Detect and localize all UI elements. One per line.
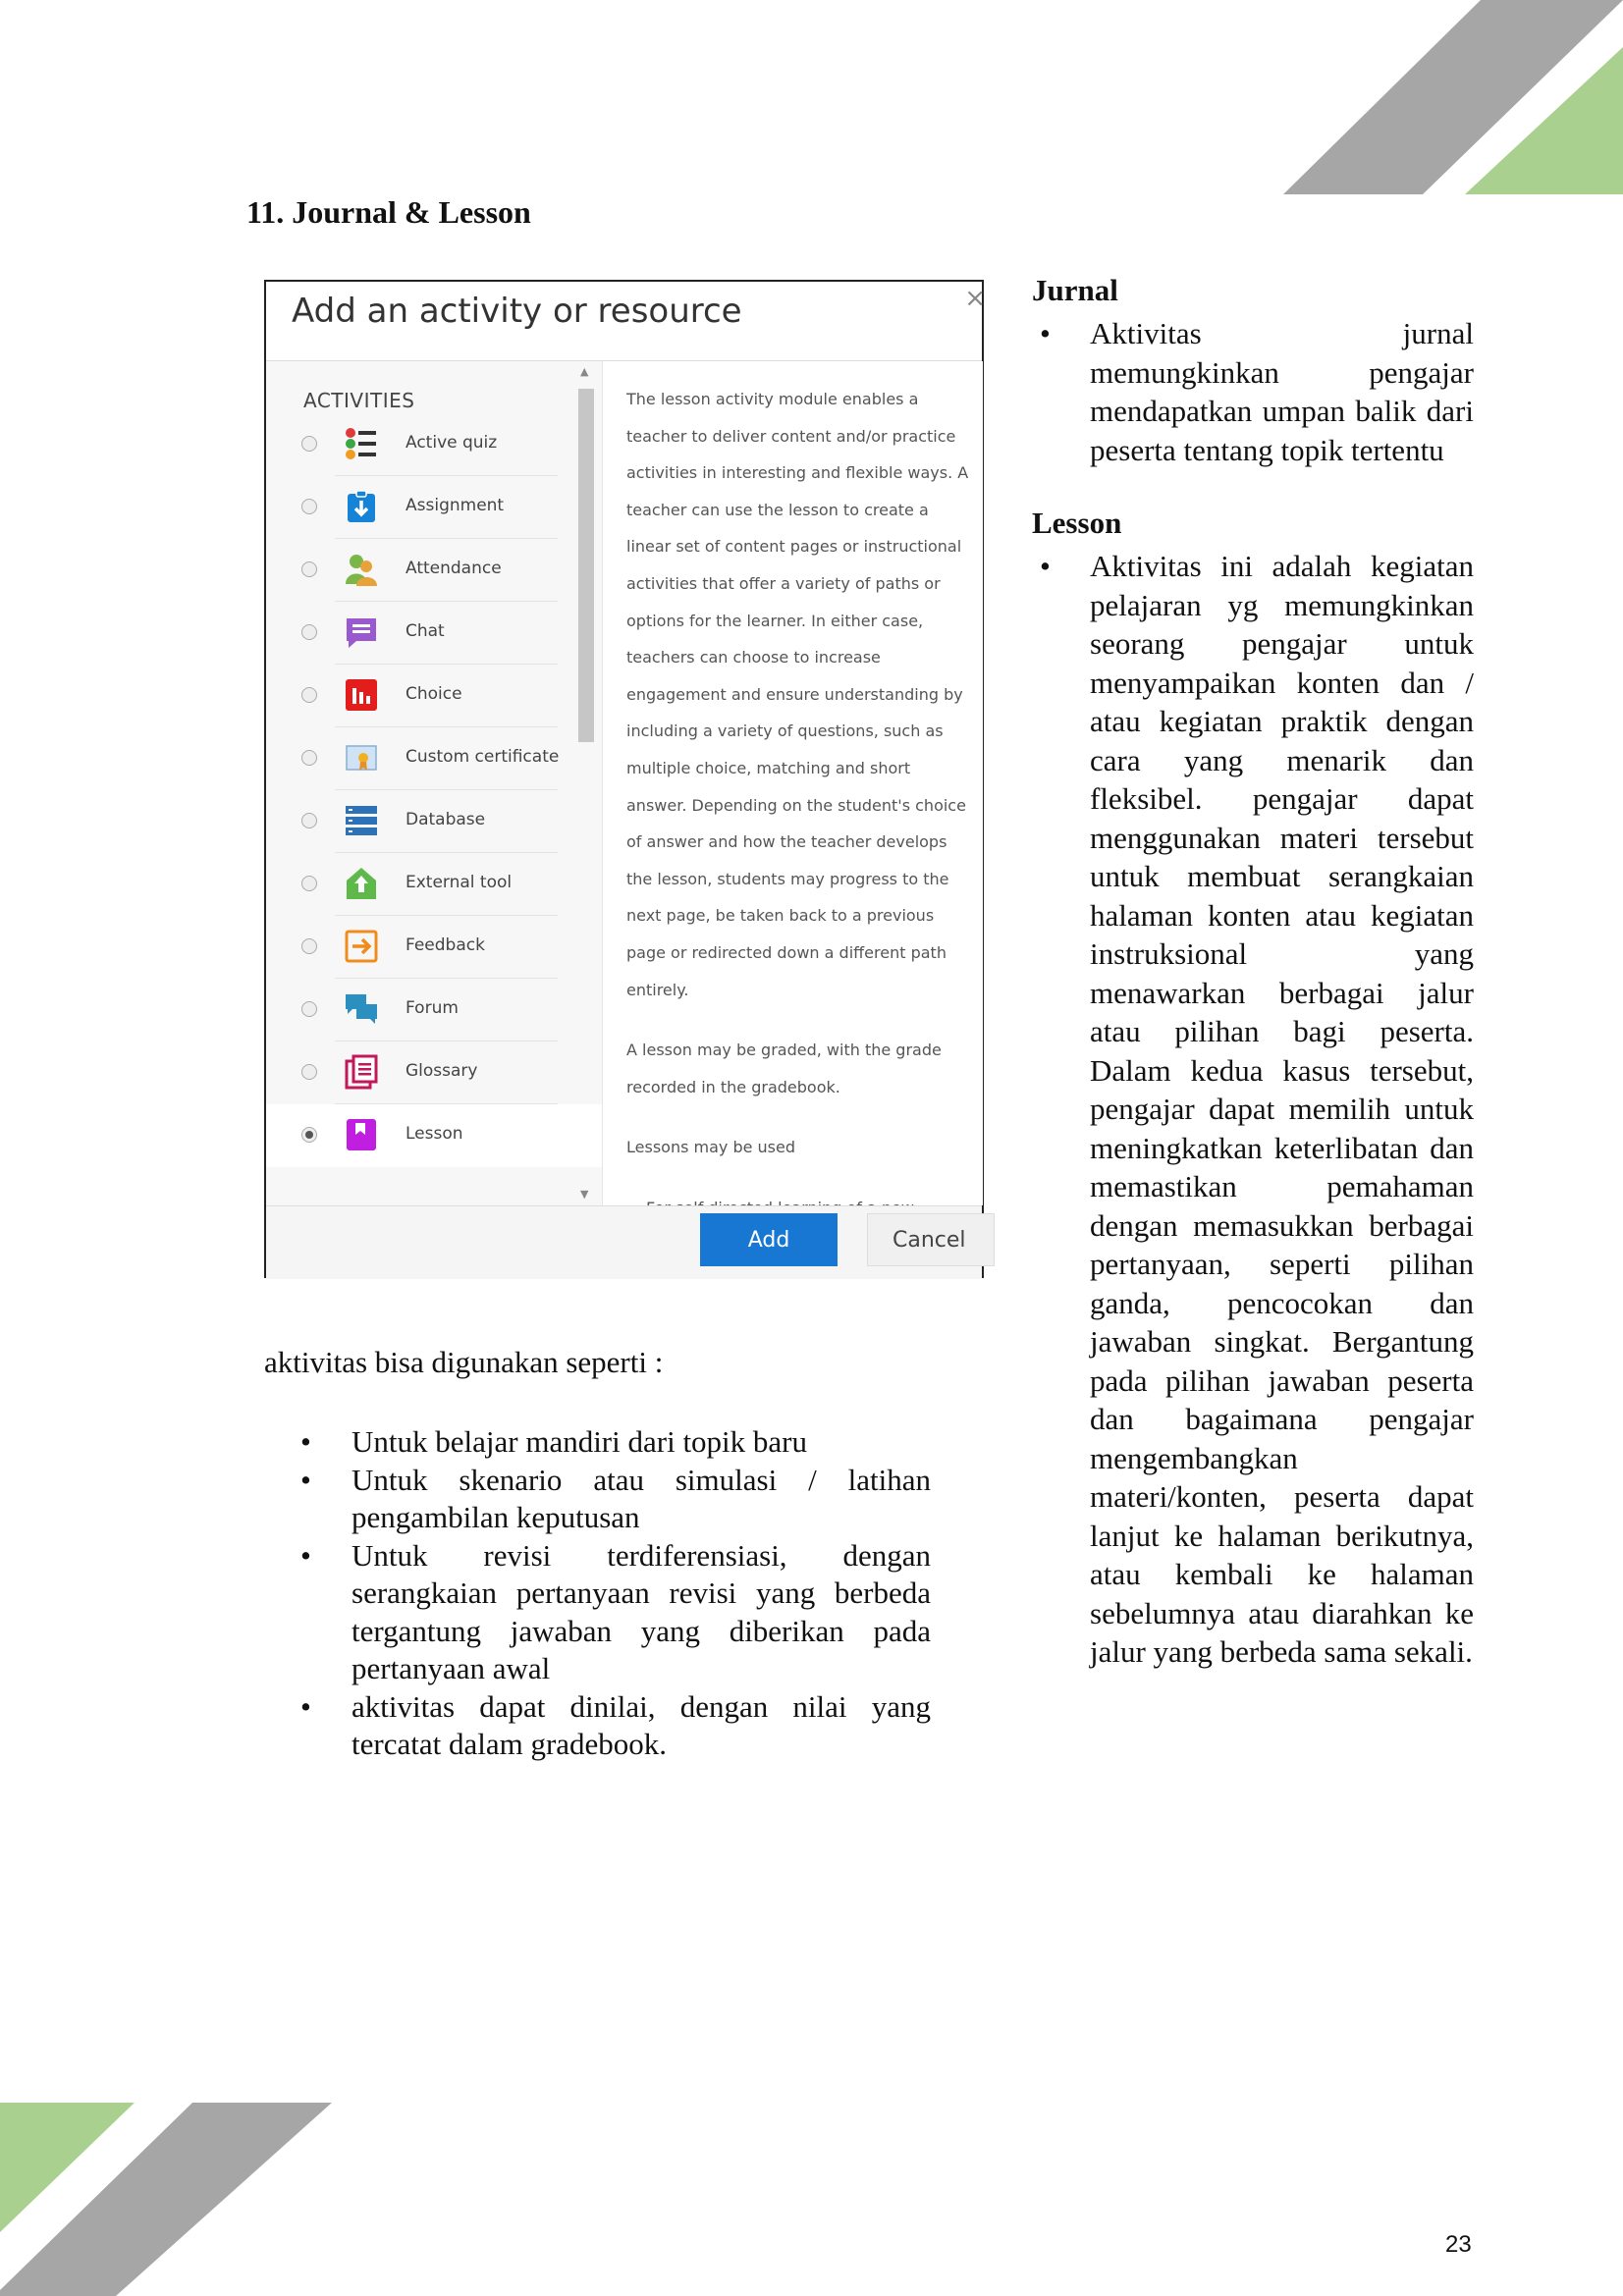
activity-item[interactable] [266,916,602,979]
activity-item-selected[interactable] [266,1104,602,1167]
cancel-button[interactable]: Cancel [867,1213,995,1266]
dialog-header [266,282,986,361]
radio-button[interactable] [301,813,317,828]
top-green-stripe [1465,47,1623,194]
bullet: • [300,1424,311,1459]
jurnal-heading: Jurnal [1032,273,1118,307]
radio-button[interactable] [301,938,317,954]
attendance-icon [345,553,378,586]
activity-label: Glossary [406,1061,478,1081]
top-gray-stripe [1283,0,1623,194]
dialog-title: Add an activity or resource [292,292,742,331]
activity-item[interactable] [266,853,602,916]
active-quiz-icon [345,427,378,460]
usage-list [293,1423,931,1764]
certificate-icon [345,741,378,774]
description-paragraph: A lesson may be graded, with the grade recorded in the gradebook. [626,1041,942,1096]
activity-item[interactable] [266,790,602,853]
radio-button[interactable] [301,436,317,452]
dialog-body [266,361,982,1205]
page-number: 23 [1445,2231,1472,2258]
activity-item[interactable] [266,665,602,727]
assignment-icon [345,490,378,523]
radio-button[interactable] [301,624,317,640]
lesson-list [1032,547,1474,1672]
radio-button[interactable] [301,1001,317,1017]
activity-item[interactable] [266,979,602,1041]
activities-label: ACTIVITIES [303,389,415,412]
activity-dialog [264,280,984,1278]
bullet: • [300,1688,311,1724]
description-paragraph: Lessons may be used [626,1138,796,1157]
lesson-list-item: • Aktivitas ini adalah kegiatan pelajaran yg memungkinkan seorang pengajar untuk menyampaikan konten dan / atau kegiatan praktik dengan cara yang menarik dan fleksibel. pengajar dapat menggunakan materi tersebut untuk membuat serangkaian halaman konten atau kegiatan instruksional yang menawarkan berbagai jalur atau pilihan bagi peserta. Dalam kedua kasus tersebut, pengajar dapat memilih untuk meningkatkan keterlibatan dan memastikan pemahaman dengan memasukkan berbagai pertanyaan, seperti pilihan ganda, pencocokan dan jawaban singkat. Bergantung pada pilihan jawaban peserta dan bagaimana pengajar mengembangkan materi/konten, peserta dapat lanjut ke halaman berikutnya, atau kembali ke halaman sebelumnya atau diarahkan ke jalur yang berbeda sama sekali. [1040,549,1474,1669]
usage-list-item: • Untuk skenario atau simulasi / latihan pengambilan keputusan [300,1462,931,1534]
forum-icon [345,992,378,1026]
radio-button[interactable] [301,499,317,514]
radio-button[interactable] [301,687,317,703]
dialog-footer [266,1205,982,1279]
section-heading: 11. Journal & Lesson [246,194,531,230]
activity-item[interactable] [266,727,602,790]
activities-pane [266,361,602,1205]
radio-button[interactable] [301,750,317,766]
scroll-down-arrow[interactable]: ▼ [580,1188,589,1201]
jurnal-list-item: • Aktivitas jurnal memungkinkan pengajar mendapatkan umpan balik dari peserta tentang topik tertentu [1040,316,1474,467]
feedback-icon [345,930,378,963]
activity-label: Feedback [406,935,485,955]
activity-label: Lesson [406,1124,463,1144]
scrollbar-thumb[interactable] [578,389,594,742]
database-icon [345,804,378,837]
usage-list-item: • aktivitas dapat dinilai, dengan nilai yang tercatat dalam gradebook. [300,1688,931,1761]
external-tool-icon [345,867,378,900]
description-pane [602,361,983,1205]
usage-list-item: • Untuk revisi terdiferensiasi, dengan serangkaian pertanyaan revisi yang berbeda tergantung jawaban yang diberikan pada pertanyaan awal [300,1537,931,1685]
activity-item[interactable] [266,413,602,476]
activity-label: Forum [406,998,459,1018]
bottom-green-stripe [0,2103,135,2232]
activity-item[interactable] [266,476,602,539]
intro-text: aktivitas bisa digunakan seperti : [264,1345,664,1379]
bottom-gray-stripe [0,2103,332,2296]
activity-label: Chat [406,621,445,641]
activity-label: Active quiz [406,433,498,453]
jurnal-list [1032,314,1474,469]
add-button[interactable]: Add [700,1213,838,1266]
activity-list [266,413,602,1167]
lesson-icon [345,1118,378,1151]
radio-button[interactable] [301,876,317,891]
activity-description [626,381,970,1226]
radio-button-checked[interactable] [301,1127,317,1143]
radio-button[interactable] [301,1064,317,1080]
activity-label: Assignment [406,496,505,515]
radio-button[interactable] [301,561,317,577]
glossary-icon [345,1055,378,1089]
close-icon[interactable]: × [964,284,986,313]
bullet: • [1040,549,1051,583]
activity-label: Choice [406,684,462,704]
activity-item[interactable] [266,602,602,665]
activity-item[interactable] [266,1041,602,1104]
bullet: • [300,1537,311,1573]
scroll-up-arrow[interactable]: ▲ [580,365,589,378]
chat-icon [345,615,378,649]
usage-list-item: • Untuk belajar mandiri dari topik baru [293,1423,931,1462]
bullet: • [300,1462,311,1497]
choice-icon [345,678,378,712]
activity-label: Database [406,810,486,829]
activity-label: Attendance [406,559,502,578]
description-paragraph: The lesson activity module enables a teacher to deliver content and/or practice activities in interesting and flexible ways. A teacher can use the lesson to create a linear set of content pages or instructional activities that offer a variety of paths or options for the learner. In either case, teachers can choose to increase engagement and ensure understanding by including a variety of questions, such as multiple choice, matching and short answer. Depending on the student's choice of answer and how the teacher develops the lesson, students may progress to the next page, be taken back to a previous page or redirected down a different path entirely. [626,390,969,999]
lesson-heading: Lesson [1032,506,1122,540]
activity-label: Custom certificate [406,747,560,767]
activity-label: External tool [406,873,513,892]
activity-item[interactable] [266,539,602,602]
bullet: • [1040,316,1051,350]
